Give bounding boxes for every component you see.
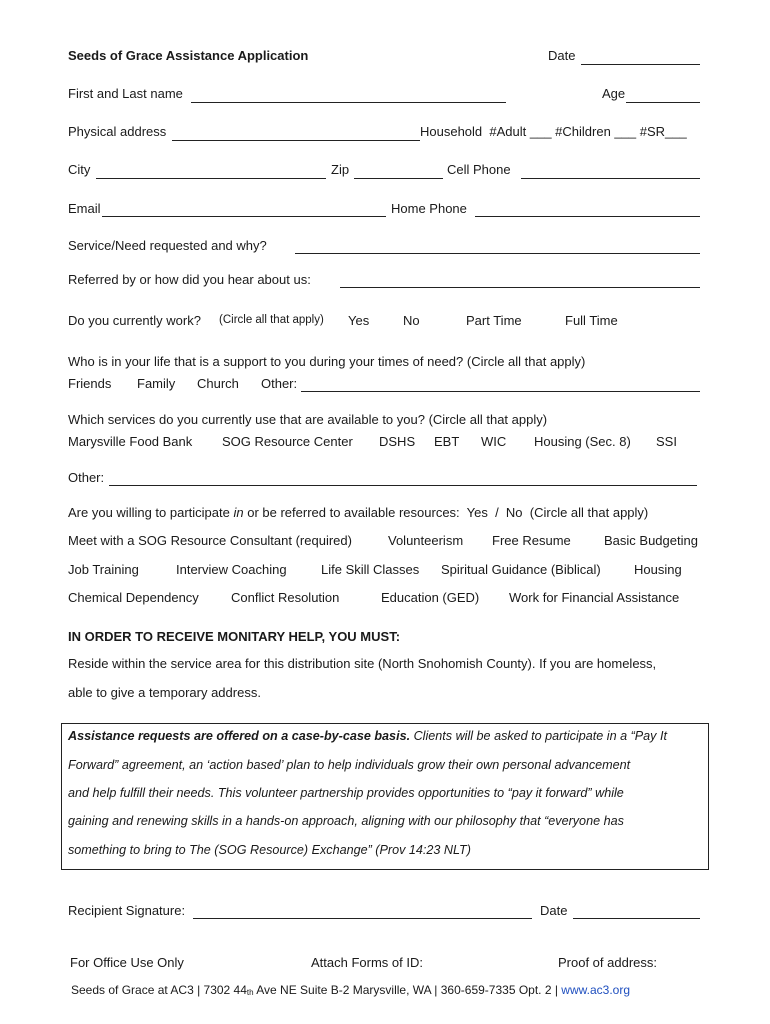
resources-question-pre: Are you willing to participate [68, 505, 234, 520]
notice-bold-lead: Assistance requests are offered on a case-by-case basis. [68, 729, 411, 743]
resource-option[interactable]: Chemical Dependency [68, 590, 199, 605]
attach-id-label: Attach Forms of ID: [311, 955, 423, 970]
service-option-ssi[interactable]: SSI [656, 434, 677, 449]
services-other-label: Other: [68, 470, 105, 485]
city-field[interactable] [96, 178, 326, 179]
footer-website-link[interactable]: www.ac3.org [561, 983, 630, 997]
resource-option[interactable]: Basic Budgeting [604, 533, 698, 548]
footer-address-post: Ave NE Suite B-2 Marysville, WA | 360-659-7335 Opt. 2 | [253, 983, 562, 997]
proof-of-address-label: Proof of address: [558, 955, 657, 970]
service-option-wic[interactable]: WIC [481, 434, 507, 449]
notice-line-2: Forward” agreement, an ‘action based’ plan to help individuals grow their own personal advancement [68, 758, 631, 772]
name-field[interactable] [191, 102, 506, 103]
email-label: Email [68, 201, 101, 216]
requirements-heading: IN ORDER TO RECEIVE MONITARY HELP, YOU MUST: [68, 629, 401, 644]
service-label: Service/Need requested and why? [68, 238, 267, 253]
service-option-housing[interactable]: Housing (Sec. 8) [534, 434, 631, 449]
zip-label: Zip [331, 162, 350, 177]
zip-field[interactable] [354, 178, 443, 179]
name-label: First and Last name [68, 86, 183, 101]
resource-option[interactable]: Education (GED) [381, 590, 480, 605]
services-other-field[interactable] [109, 485, 697, 486]
support-question: Who is in your life that is a support to you during your times of need? (Circle all that apply) [68, 354, 586, 369]
work-question: Do you currently work? [68, 313, 201, 328]
city-label: City [68, 162, 91, 177]
work-option-full-time[interactable]: Full Time [565, 313, 618, 328]
date-field[interactable] [581, 64, 700, 65]
support-option-family[interactable]: Family [137, 376, 176, 391]
household-label: Household #Adult ___ #Children ___ #SR___ [420, 124, 687, 139]
signature-field[interactable] [193, 918, 532, 919]
resource-option[interactable]: Work for Financial Assistance [509, 590, 680, 605]
support-option-other[interactable]: Other: [261, 376, 298, 391]
notice-line-1 [68, 729, 667, 743]
resource-option[interactable]: Spiritual Guidance (Biblical) [441, 562, 601, 577]
cell-phone-label: Cell Phone [447, 162, 511, 177]
email-field[interactable] [102, 216, 386, 217]
requirements-line-2: able to give a temporary address. [68, 685, 261, 700]
support-option-church[interactable]: Church [197, 376, 239, 391]
signature-date-label: Date [540, 903, 568, 918]
footer-address-pre: Seeds of Grace at AC3 | 7302 44 [71, 983, 247, 997]
date-label: Date [548, 48, 576, 63]
resource-option[interactable]: Meet with a SOG Resource Consultant (required) [68, 533, 352, 548]
requirements-line-1: Reside within the service area for this distribution site (North Snohomish County). If you are homeless, [68, 656, 657, 671]
service-option-food-bank[interactable]: Marysville Food Bank [68, 434, 193, 449]
notice-line-4: gaining and renewing skills in a hands-on approach, aligning with our philosophy that “everyone has [68, 814, 624, 828]
notice-box [61, 723, 709, 870]
referred-field[interactable] [340, 287, 700, 288]
resource-option[interactable]: Conflict Resolution [231, 590, 340, 605]
work-option-yes[interactable]: Yes [348, 313, 370, 328]
form-title: Seeds of Grace Assistance Application [68, 48, 309, 63]
signature-label: Recipient Signature: [68, 903, 186, 918]
resources-question-em: in [233, 505, 244, 520]
notice-line-1-rest: Clients will be asked to participate in a “Pay It [410, 729, 667, 743]
referred-label: Referred by or how did you hear about us: [68, 272, 311, 287]
home-phone-field[interactable] [475, 216, 700, 217]
notice-line-3: and help fulfill their needs. This volunteer partnership provides opportunities to “pay it forward” while [68, 786, 624, 800]
signature-date-field[interactable] [573, 918, 700, 919]
support-option-friends[interactable]: Friends [68, 376, 112, 391]
service-option-ebt[interactable]: EBT [434, 434, 460, 449]
resource-option[interactable]: Free Resume [492, 533, 571, 548]
age-label: Age [602, 86, 626, 101]
footer [71, 983, 630, 997]
resources-question-post: or be referred to available resources: Yes / No (Circle all that apply) [243, 505, 649, 520]
work-option-part-time[interactable]: Part Time [466, 313, 522, 328]
address-field[interactable] [172, 140, 420, 141]
resources-question [68, 505, 648, 520]
cell-phone-field[interactable] [521, 178, 700, 179]
resource-option[interactable]: Volunteerism [388, 533, 464, 548]
support-other-field[interactable] [301, 391, 700, 392]
address-label: Physical address [68, 124, 167, 139]
footer-ordinal: th [246, 988, 254, 997]
resource-option[interactable]: Job Training [68, 562, 139, 577]
work-hint: (Circle all that apply) [219, 314, 324, 326]
service-field[interactable] [295, 253, 700, 254]
service-option-dshs[interactable]: DSHS [379, 434, 416, 449]
resource-option[interactable]: Interview Coaching [176, 562, 287, 577]
work-option-no[interactable]: No [403, 313, 420, 328]
service-option-sog[interactable]: SOG Resource Center [222, 434, 353, 449]
home-phone-label: Home Phone [391, 201, 467, 216]
notice-line-5: something to bring to The (SOG Resource) Exchange” (Prov 14:23 NLT) [68, 843, 471, 857]
resource-option[interactable]: Life Skill Classes [321, 562, 420, 577]
office-use-label: For Office Use Only [70, 955, 184, 970]
resource-option[interactable]: Housing [634, 562, 682, 577]
age-field[interactable] [626, 102, 700, 103]
services-question: Which services do you currently use that are available to you? (Circle all that apply) [68, 412, 548, 427]
